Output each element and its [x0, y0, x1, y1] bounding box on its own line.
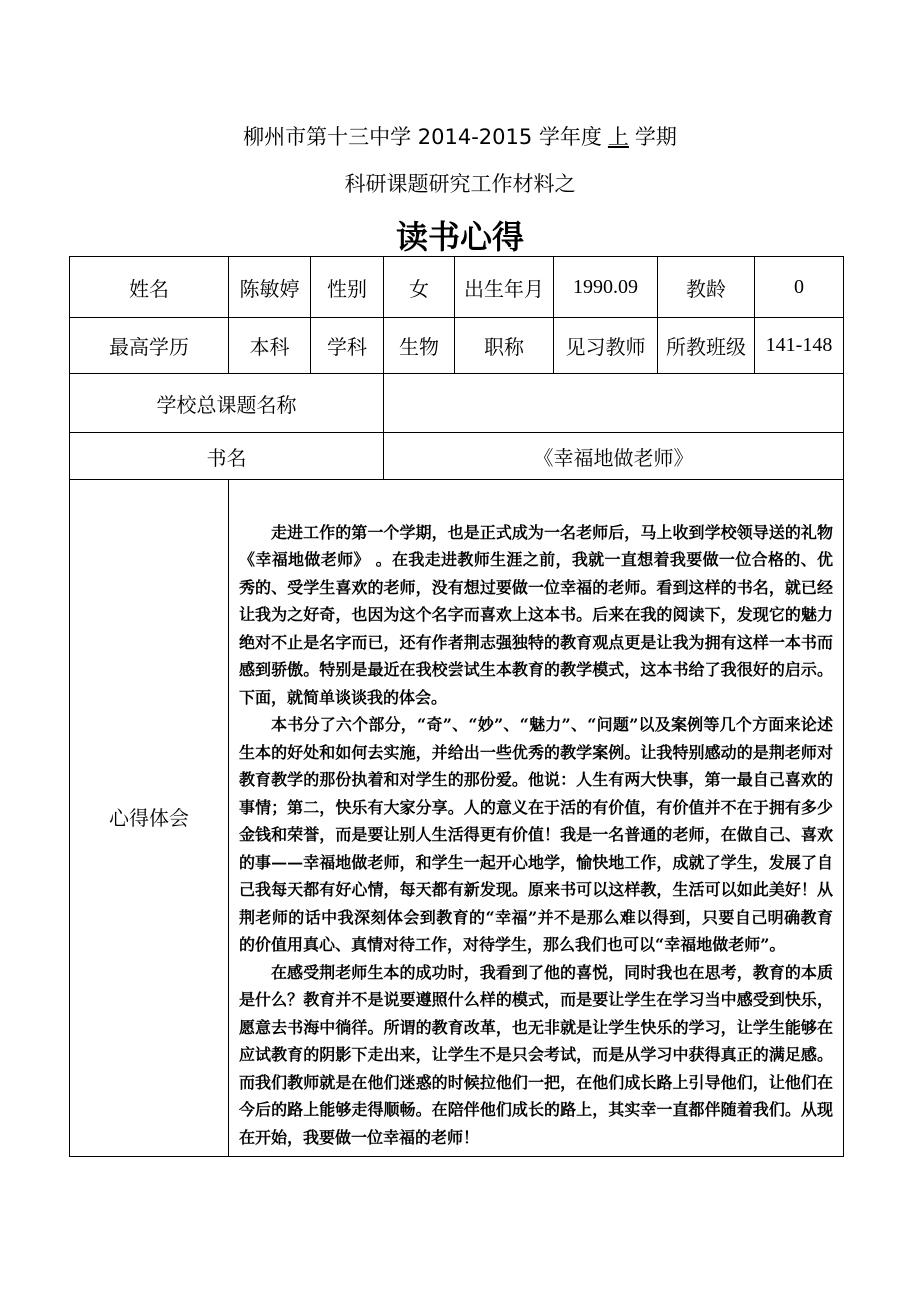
- classes-value: 141-148: [755, 318, 844, 374]
- name-label: 姓名: [70, 257, 229, 318]
- gender-value: 女: [384, 257, 455, 318]
- essay-cell: [229, 480, 844, 1157]
- header-line-school-term: [0, 121, 920, 151]
- experience-label: [70, 480, 229, 1157]
- form-row-personal-1: [70, 257, 844, 318]
- classes-label: 所教班级: [658, 318, 755, 374]
- school-topic-label: 学校总课题名称: [70, 374, 384, 433]
- form-row-school-topic: [70, 374, 844, 433]
- education-value: 本科: [229, 318, 311, 374]
- birth-value: 1990.09: [554, 257, 658, 318]
- education-label: 最高学历: [70, 318, 229, 374]
- header-subtitle: 科研课题研究工作材料之: [344, 172, 576, 196]
- subject-label: 学科: [311, 318, 384, 374]
- essay-paragraph: 本书分了六个部分，“奇”、“妙”、“魅力”、“问题”以及案例等几个方面来论述生本的好处和如何去实施，并给出一些优秀的教学案例。让我特别感动的是荆老师对教育教学的那份执着和对学生的那份爱。他说：人生有两大快事，第一最自己喜欢的事情；第二，快乐有大家分享。人的意义在于活的有价值，有价值并不在于拥有多少金钱和荣誉，而是要让别人生活得更有价值！我是一名普通的老师，在做自己、喜欢的事——幸福地做老师，和学生一起开心地学，愉快地工作，成就了学生，发展了自己我每天都有好心情，每天都有新发现。原来书可以这样教，生活可以如此美好！从荆老师的话中我深刻体会到教育的“幸福”并不是那么难以得到，只要自己明确教育的价值用真心、真情对待工作，对待学生，那么我们也可以“幸福地做老师”。: [239, 715, 833, 955]
- essay-paragraph: 在感受荆老师生本的成功时，我看到了他的喜悦，同时我也在思考，教育的本质是什么？教育并不是说要遵照什么样的模式，而是要让学生在学习当中感受到快乐，愿意去书海中徜徉。所谓的教育改革，也无非就是让学生快乐的学习，让学生能够在应试教育的阴影下走出来，让学生不是只会考试，而是从学习中获得真正的满足感。而我们教师就是在他们迷惑的时候拉他们一把，在他们成长路上引导他们，让他们在今后的路上能够走得顺畅。在陪伴他们成长的路上，其实幸一直都伴随着我们。从现在开始，我要做一位幸福的老师！: [239, 962, 833, 1147]
- page-title: 读书心得: [395, 218, 524, 256]
- header-school-year: 柳州市第十三中学 2014-2015 学年度: [243, 125, 602, 149]
- essay-body: [229, 485, 843, 1152]
- birth-label: 出生年月: [455, 257, 554, 318]
- subject-value: 生物: [384, 318, 455, 374]
- book-label: 书名: [70, 433, 384, 480]
- form-row-experience: [70, 480, 844, 1157]
- teaching-years-label: 教龄: [658, 257, 755, 318]
- title-value: 见习教师: [554, 318, 658, 374]
- reading-notes-form: [69, 256, 844, 1157]
- teaching-years-value: 0: [755, 257, 844, 318]
- form-row-book: [70, 433, 844, 480]
- name-value: 陈敏婷: [229, 257, 311, 318]
- title-label: 职称: [455, 318, 554, 374]
- essay-paragraph: 走进工作的第一个学期，也是正式成为一名老师后，马上收到学校领导送的礼物《幸福地做老师》 。在我走进教师生涯之前，我就一直想着我要做一位合格的、优秀的、受学生喜欢的老师，没有想过要做一位幸福的老师。看到这样的书名，就已经让我为之好奇，也因为这个名字而喜欢上这本书。后来在我的阅读下，发现它的魅力绝对不止是名字而已，还有作者荆志强独特的教育观点更是让我为拥有这样一本书而感到骄傲。特别是最近在我校尝试生本教育的教学模式，这本书给了我很好的启示。下面，就简单谈谈我的体会。: [239, 522, 833, 707]
- header-term: 上: [607, 125, 629, 149]
- experience-label-text: 心得体会: [109, 806, 189, 830]
- form-row-personal-2: [70, 318, 844, 374]
- header-term-suffix: 学期: [634, 125, 677, 149]
- gender-label: 性别: [311, 257, 384, 318]
- school-topic-value: [384, 374, 844, 433]
- book-value: 《幸福地做老师》: [384, 433, 844, 480]
